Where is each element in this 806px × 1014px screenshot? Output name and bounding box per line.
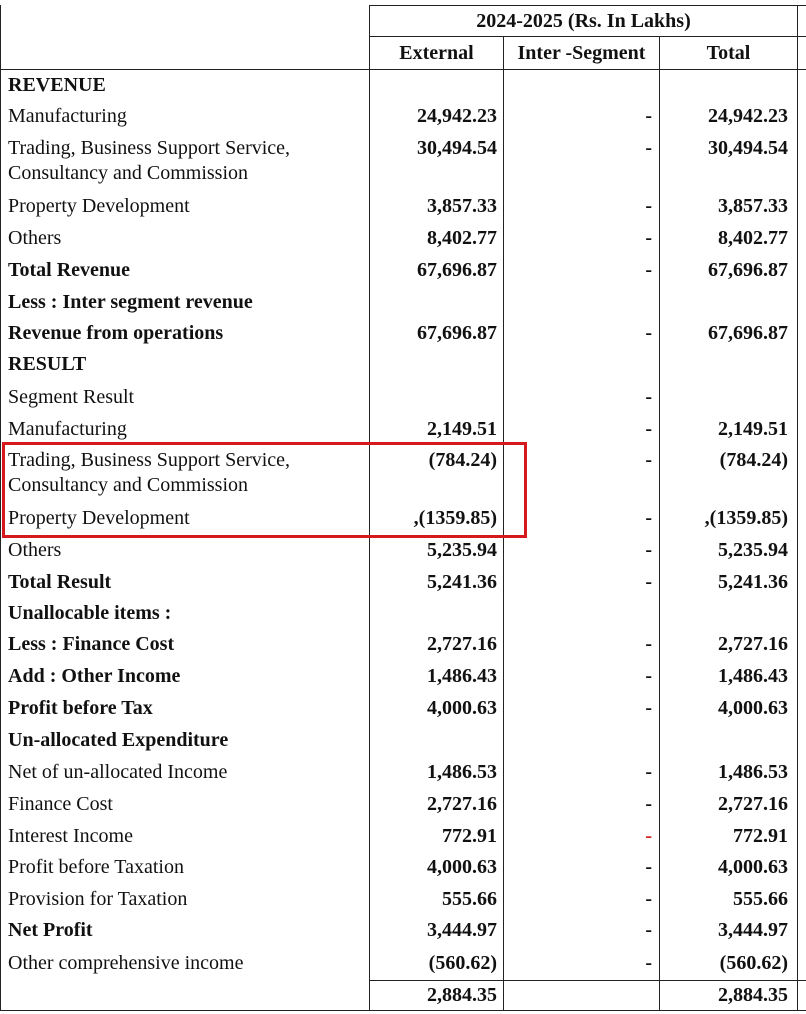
row-label-line: Revenue from operations	[8, 322, 224, 344]
row-label-line: Profit before Taxation	[8, 856, 184, 878]
period-header: 2024-2025 (Rs. In Lakhs)	[476, 10, 691, 32]
external-value: (784.24)	[428, 449, 497, 471]
row-label-line: Add : Other Income	[8, 665, 181, 687]
row-label-line: Finance Cost	[8, 793, 113, 815]
total-value: 555.66	[733, 888, 788, 910]
row-label	[8, 570, 363, 595]
row-label	[8, 728, 363, 753]
row-label	[8, 632, 363, 657]
row-label-line: Consultancy and Commission	[8, 162, 248, 184]
inter-segment-value: -	[645, 888, 652, 910]
inter-segment-value: -	[645, 449, 652, 471]
row-label	[8, 887, 363, 912]
row-label-line: Other comprehensive income	[8, 952, 244, 974]
total-value: 1,486.53	[718, 761, 788, 783]
column-header-total: Total	[706, 42, 751, 64]
total-value: 24,942.23	[708, 105, 788, 127]
row-label	[8, 855, 363, 880]
row-label-line: Others	[8, 539, 62, 561]
total-value: (784.24)	[719, 449, 788, 471]
inter-segment-value: -	[645, 793, 652, 815]
inter-segment-value: -	[645, 665, 652, 687]
table-top-border	[369, 5, 806, 6]
external-value: 2,149.51	[427, 418, 497, 440]
row-label	[8, 918, 363, 943]
external-value: 555.66	[442, 888, 497, 910]
total-value: 772.91	[733, 825, 788, 847]
total-value: 8,402.77	[718, 227, 788, 249]
row-label	[8, 290, 363, 315]
inter-segment-value: -	[645, 571, 652, 593]
row-label	[8, 321, 363, 346]
external-value: 8,402.77	[427, 227, 497, 249]
inter-segment-value: -	[645, 952, 652, 974]
row-label	[8, 104, 363, 129]
right-border	[797, 5, 798, 1011]
total-value: 67,696.87	[708, 322, 788, 344]
total-value: 1,486.43	[718, 665, 788, 687]
inter-segment-value: -	[645, 227, 652, 249]
total-value: 4,000.63	[718, 856, 788, 878]
external-value: 1,486.53	[427, 761, 497, 783]
row-label-line: Manufacturing	[8, 105, 127, 127]
row-label	[8, 760, 363, 785]
row-label-line: Trading, Business Support Service,	[8, 137, 291, 159]
inter-segment-value: -	[645, 195, 652, 217]
row-label-line: REVENUE	[8, 74, 106, 96]
external-value: 1,486.43	[427, 665, 497, 687]
inter-segment-value: -	[645, 507, 652, 529]
row-label	[8, 385, 363, 410]
external-value: 3,444.97	[427, 919, 497, 941]
row-label-line: Others	[8, 227, 62, 249]
row-label-line: Provision for Taxation	[8, 888, 188, 910]
external-value: 2,727.16	[427, 793, 497, 815]
row-label	[8, 258, 363, 283]
row-label-line: Un-allocated Expenditure	[8, 729, 229, 751]
external-value: ,(1359.85)	[413, 507, 497, 529]
external-value: 3,857.33	[427, 195, 497, 217]
row-label-line: Total Revenue	[8, 259, 131, 281]
column-header-external: External	[399, 42, 474, 64]
row-label-line: Trading, Business Support Service,	[8, 449, 291, 471]
external-value: 2,884.35	[427, 984, 497, 1006]
inter-segment-value: -	[645, 856, 652, 878]
inter-segment-value: -	[645, 105, 652, 127]
row-label-line: Property Development	[8, 507, 190, 529]
external-value: 30,494.54	[417, 137, 497, 159]
inter-segment-value: -	[645, 322, 652, 344]
external-value: 2,727.16	[427, 633, 497, 655]
total-value: 5,241.36	[718, 571, 788, 593]
inter-segment-value: -	[645, 386, 652, 408]
total-value: 2,727.16	[718, 793, 788, 815]
row-label-line: Segment Result	[8, 386, 135, 408]
total-value: (560.62)	[719, 952, 788, 974]
total-value: 5,235.94	[718, 539, 788, 561]
total-value: 67,696.87	[708, 259, 788, 281]
row-label	[8, 352, 363, 377]
row-label	[8, 226, 363, 251]
highlight-box	[2, 442, 527, 538]
row-label-line: Manufacturing	[8, 418, 127, 440]
external-value: 772.91	[442, 825, 497, 847]
total-value: 3,857.33	[718, 195, 788, 217]
inter-segment-value: -	[645, 919, 652, 941]
inter-segment-value: -	[645, 697, 652, 719]
inter-segment-value: -	[645, 633, 652, 655]
header-divider	[369, 36, 806, 37]
inter-segment-value: -	[645, 259, 652, 281]
external-value: 4,000.63	[427, 856, 497, 878]
row-label	[8, 792, 363, 817]
row-label-line: Net Profit	[8, 919, 93, 941]
external-value: 24,942.23	[417, 105, 497, 127]
inter-segment-value: -	[645, 761, 652, 783]
total-value: 2,149.51	[718, 418, 788, 440]
total-value: 30,494.54	[708, 137, 788, 159]
row-label	[8, 824, 363, 849]
row-label-line: RESULT	[8, 353, 87, 375]
total-value: ,(1359.85)	[704, 507, 788, 529]
row-label	[8, 194, 363, 219]
row-label-line: Consultancy and Commission	[8, 474, 248, 496]
external-value: 5,235.94	[427, 539, 497, 561]
row-label-line: Unallocable items :	[8, 602, 172, 624]
total-value: 3,444.97	[718, 919, 788, 941]
table-bottom-border	[0, 1010, 806, 1011]
row-label	[8, 538, 363, 563]
column-header-inter-segment: Inter -Segment	[517, 42, 646, 64]
total-value: 2,884.35	[718, 984, 788, 1006]
inter-segment-value: -	[645, 825, 652, 847]
total-top-border	[369, 980, 806, 981]
inter-segment-value: -	[645, 137, 652, 159]
inter-segment-value: -	[645, 418, 652, 440]
row-label-line: Net of un-allocated Income	[8, 761, 228, 783]
inter-segment-value: -	[645, 539, 652, 561]
row-label-line: Less : Finance Cost	[8, 633, 175, 655]
left-border	[0, 5, 1, 1011]
column-header-bottom-border	[0, 69, 806, 70]
row-label	[8, 136, 363, 186]
total-value: 2,727.16	[718, 633, 788, 655]
row-label	[8, 951, 363, 976]
row-label-line: Interest Income	[8, 825, 133, 847]
row-label	[8, 601, 363, 626]
row-label	[8, 73, 363, 98]
external-value: 67,696.87	[417, 322, 497, 344]
total-value: 4,000.63	[718, 697, 788, 719]
row-label	[8, 696, 363, 721]
external-value: 5,241.36	[427, 571, 497, 593]
row-label	[8, 417, 363, 442]
row-label-line: Less : Inter segment revenue	[8, 291, 253, 313]
external-value: (560.62)	[428, 952, 497, 974]
row-label	[8, 664, 363, 689]
row-label-line: Total Result	[8, 571, 112, 593]
row-label-line: Property Development	[8, 195, 190, 217]
row-label-line: Profit before Tax	[8, 697, 153, 719]
external-value: 67,696.87	[417, 259, 497, 281]
external-value: 4,000.63	[427, 697, 497, 719]
